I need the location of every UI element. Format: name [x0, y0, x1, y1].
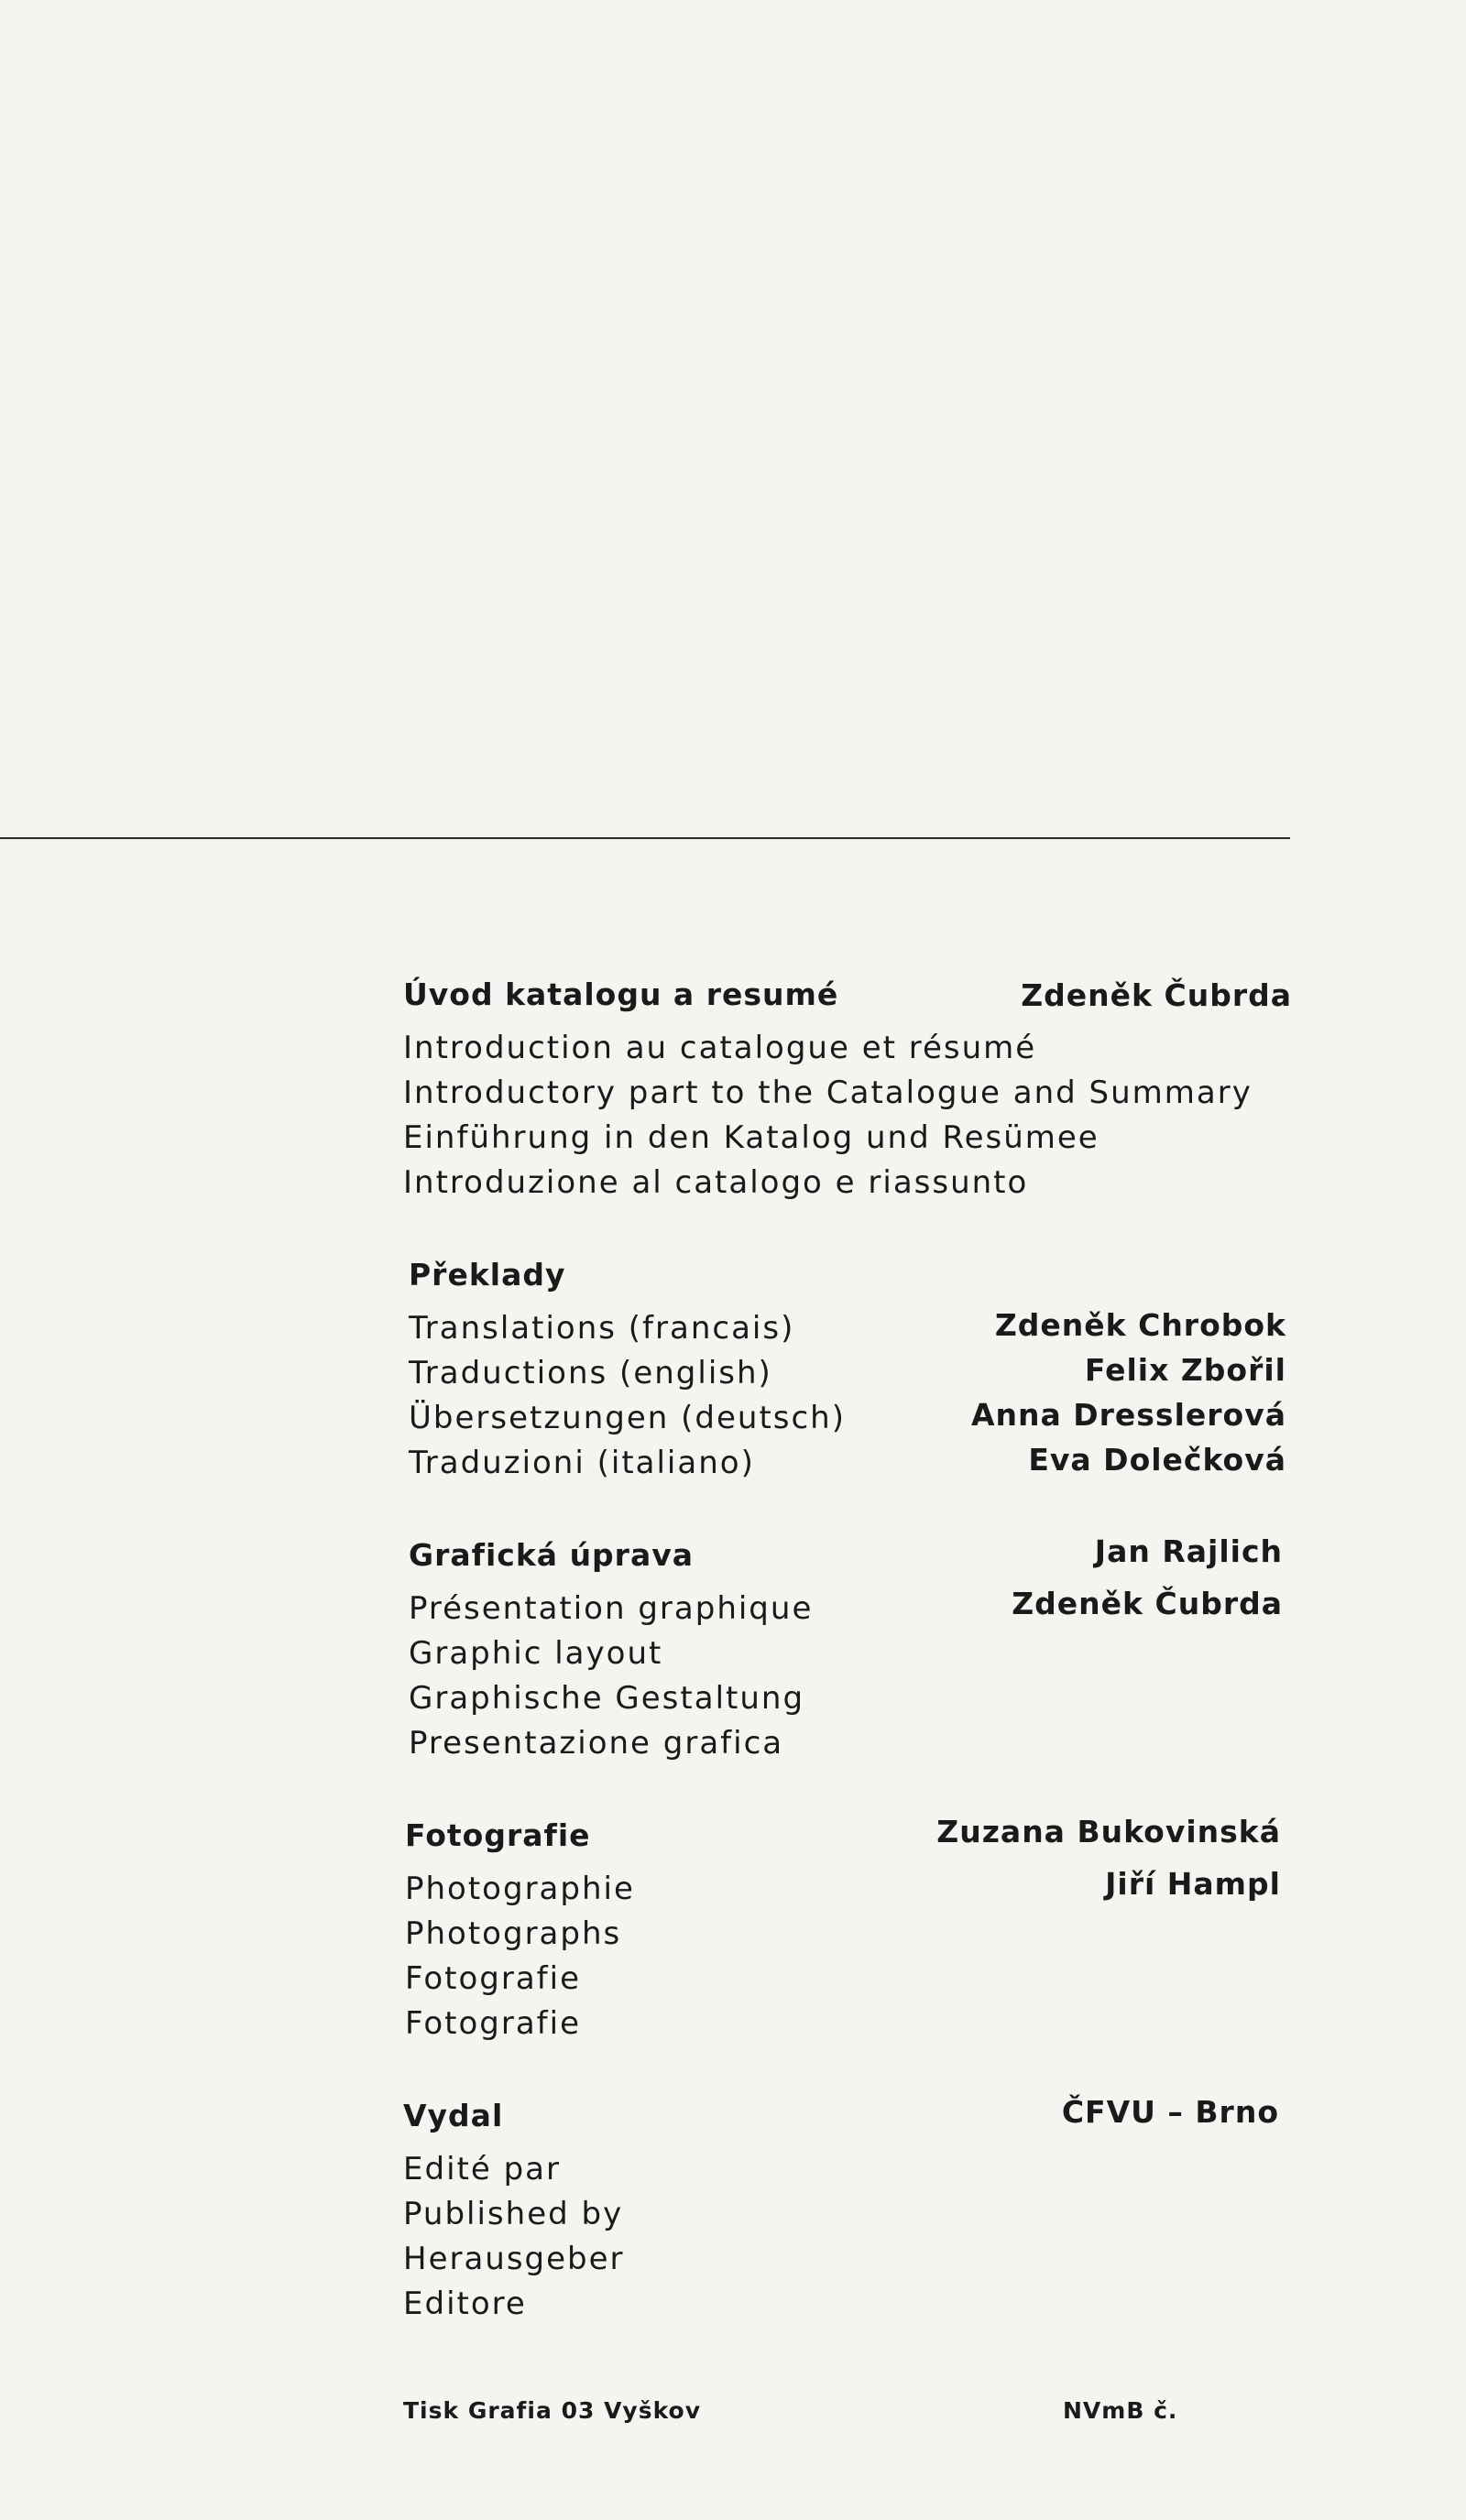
section-line: Herausgeber: [403, 2241, 625, 2277]
section-line: Graphic layout: [409, 1635, 663, 1672]
section-graphic-layout: [409, 1533, 1283, 1766]
section-line: Translations (francais): [409, 1310, 795, 1347]
credit-names: [1012, 1533, 1283, 1626]
credit-names: [1062, 2094, 1279, 2131]
section-line: Fotografie: [405, 1960, 582, 1997]
divider-rule: [0, 837, 1290, 839]
credit-name: Zdeněk Chrobok: [994, 1307, 1286, 1343]
section-line: Presentazione grafica: [409, 1725, 784, 1762]
section-publisher: [403, 2094, 1279, 2327]
credit-name: Jan Rajlich: [1094, 1533, 1283, 1569]
section-line: Traduzioni (italiano): [409, 1445, 755, 1481]
section-introduction: [403, 976, 1292, 1205]
section-line: Fotografie: [405, 2005, 582, 2042]
section-line: Traductions (english): [409, 1355, 772, 1391]
section-line: Übersetzungen (deutsch): [409, 1400, 846, 1436]
credit-name: Jiří Hampl: [1105, 1866, 1281, 1902]
credit-name: Zdeněk Čubrda: [1012, 1586, 1283, 1621]
footer-printer: Tisk Grafia 03 Vyškov: [403, 2397, 702, 2424]
credit-name: Eva Dolečková: [1028, 1442, 1286, 1478]
section-line: Introduction au catalogue et résumé: [403, 1030, 1037, 1066]
section-heading: Grafická úprava: [409, 1537, 695, 1573]
section-line: Introductory part to the Catalogue and Summary: [403, 1075, 1253, 1111]
section-photography: [405, 1814, 1281, 2046]
section-line: Editore: [403, 2285, 527, 2322]
section-line: Introduzione al catalogo e riassunto: [403, 1164, 1029, 1201]
section-translations: [409, 1257, 1286, 1486]
section-heading: Fotografie: [405, 1817, 591, 1853]
section-heading: Vydal: [403, 2098, 504, 2133]
credit-name: Felix Zbořil: [1084, 1352, 1286, 1388]
section-line: Published by: [403, 2196, 624, 2232]
credit-name: ČFVU – Brno: [1061, 2094, 1279, 2130]
section-line: Graphische Gestaltung: [409, 1680, 805, 1717]
section-line: Edité par: [403, 2151, 561, 2187]
credit-name: Zdeněk Čubrda: [1021, 977, 1292, 1013]
credit-name: Anna Dresslerová: [970, 1397, 1286, 1433]
section-line: Photographie: [405, 1871, 635, 1907]
credit-names: [971, 1303, 1286, 1482]
section-heading: Překlady: [409, 1257, 566, 1293]
credit-names: [936, 1814, 1281, 1906]
section-heading: Úvod katalogu a resumé: [403, 976, 839, 1012]
credit-name: Zuzana Bukovinská: [936, 1814, 1281, 1849]
section-line: Einführung in den Katalog und Resümee: [403, 1119, 1100, 1156]
credit-names: [1021, 973, 1292, 1018]
footer-number: NVmB č.: [1063, 2397, 1178, 2424]
section-line: Photographs: [405, 1915, 622, 1952]
section-line: Présentation graphique: [409, 1590, 814, 1627]
